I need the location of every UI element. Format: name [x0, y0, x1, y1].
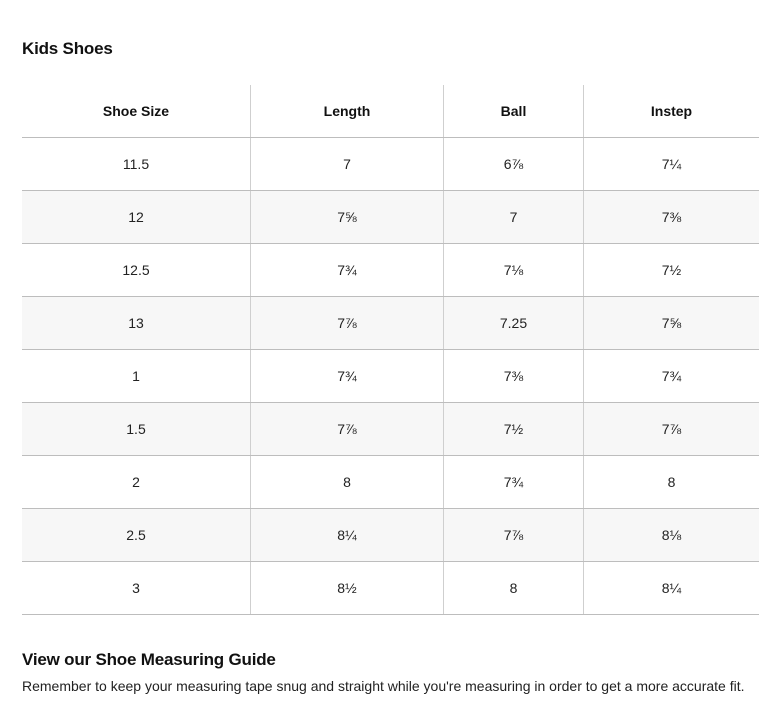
cell-shoe-size: 12.5 [22, 244, 251, 297]
column-header-shoe-size: Shoe Size [22, 85, 251, 138]
cell-instep: 7¾ [584, 350, 760, 403]
cell-ball: 7¾ [444, 456, 584, 509]
table-row [22, 350, 759, 403]
cell-ball: 7⅞ [444, 509, 584, 562]
table-row [22, 244, 759, 297]
cell-length: 7 [251, 138, 444, 191]
cell-shoe-size: 3 [22, 562, 251, 615]
cell-ball: 7.25 [444, 297, 584, 350]
cell-length: 7⅞ [251, 403, 444, 456]
table-row [22, 138, 759, 191]
cell-instep: 8⅛ [584, 509, 760, 562]
cell-shoe-size: 11.5 [22, 138, 251, 191]
cell-length: 7¾ [251, 350, 444, 403]
column-header-length: Length [251, 85, 444, 138]
cell-instep: 7½ [584, 244, 760, 297]
column-header-ball: Ball [444, 85, 584, 138]
table-row [22, 403, 759, 456]
cell-ball: 8 [444, 562, 584, 615]
kids-shoe-size-table [22, 85, 759, 615]
cell-length: 8½ [251, 562, 444, 615]
cell-ball: 7⅜ [444, 350, 584, 403]
table-body [22, 138, 759, 615]
cell-ball: 7 [444, 191, 584, 244]
measuring-guide-text: Remember to keep your measuring tape snug and straight while you're measuring in order to get a more accurate fit. [22, 678, 745, 694]
table-row [22, 562, 759, 615]
cell-ball: 7⅛ [444, 244, 584, 297]
table-row [22, 297, 759, 350]
cell-shoe-size: 1.5 [22, 403, 251, 456]
cell-shoe-size: 1 [22, 350, 251, 403]
cell-shoe-size: 2 [22, 456, 251, 509]
cell-ball: 7½ [444, 403, 584, 456]
cell-length: 7⅝ [251, 191, 444, 244]
cell-instep: 7⅞ [584, 403, 760, 456]
cell-instep: 7⅝ [584, 297, 760, 350]
table-row [22, 456, 759, 509]
cell-length: 7¾ [251, 244, 444, 297]
cell-length: 8¼ [251, 509, 444, 562]
cell-instep: 8¼ [584, 562, 760, 615]
cell-shoe-size: 13 [22, 297, 251, 350]
cell-shoe-size: 12 [22, 191, 251, 244]
table-header-row [22, 85, 759, 138]
cell-instep: 7¼ [584, 138, 760, 191]
cell-shoe-size: 2.5 [22, 509, 251, 562]
column-header-instep: Instep [584, 85, 760, 138]
section-title: Kids Shoes [22, 39, 113, 58]
cell-length: 8 [251, 456, 444, 509]
measuring-guide-title: View our Shoe Measuring Guide [22, 650, 276, 669]
cell-instep: 7⅜ [584, 191, 760, 244]
table-row [22, 509, 759, 562]
cell-ball: 6⅞ [444, 138, 584, 191]
cell-instep: 8 [584, 456, 760, 509]
cell-length: 7⅞ [251, 297, 444, 350]
table-row [22, 191, 759, 244]
